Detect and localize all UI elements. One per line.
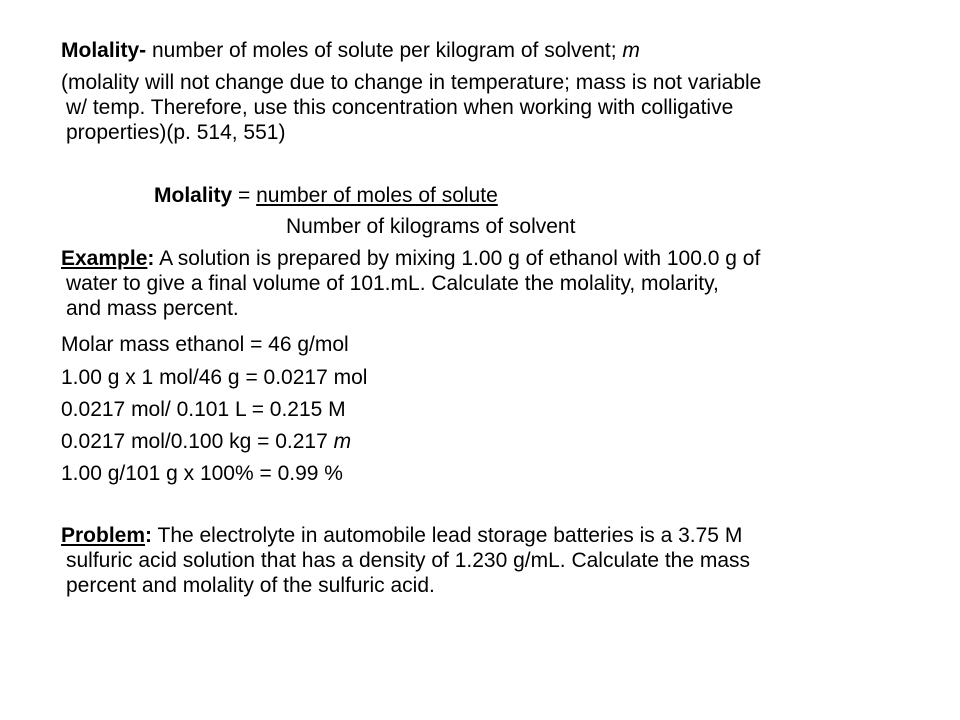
mass-percent-line: 1.00 g/101 g x 100% = 0.99 % (61, 462, 343, 485)
example-paragraph (61, 246, 911, 321)
problem-line-1 (61, 523, 911, 548)
problem-colon: : (145, 524, 153, 547)
moles-line: 1.00 g x 1 mol/46 g = 0.0217 mol (61, 366, 368, 389)
example-text-1: A solution is prepared by mixing 1.00 g of ethanol with 100.0 g of (154, 247, 761, 270)
example-line-3: and mass percent. (66, 297, 239, 320)
example-line-1 (61, 246, 911, 271)
example-line-2: water to give a final volume of 101.mL. Calculate the molality, molarity, (66, 272, 719, 295)
problem-text-1: The electrolyte in automobile lead storage batteries is a 3.75 M (152, 524, 743, 547)
molality-formula (154, 183, 498, 208)
problem-paragraph (61, 523, 911, 598)
problem-line-3: percent and molality of the sulfuric acid. (66, 574, 435, 597)
note-line-3: properties)(p. 514, 551) (66, 121, 286, 144)
molarity-line: 0.0217 mol/ 0.101 L = 0.215 M (61, 398, 346, 421)
molar-mass-line: Molar mass ethanol = 46 g/mol (61, 333, 349, 356)
note-line-1: (molality will not change due to change in temperature; mass is not variable (61, 71, 762, 94)
problem-line-2: sulfuric acid solution that has a density of 1.230 g/mL. Calculate the mass (66, 549, 751, 572)
temperature-note (61, 70, 911, 145)
definition-text: number of moles of solute per kilogram of solvent; (146, 39, 623, 62)
formula-denominator: Number of kilograms of solvent (286, 215, 576, 238)
example-colon: : (147, 247, 155, 270)
molality-line (61, 429, 351, 454)
formula-equals: = (232, 184, 257, 207)
formula-term: Molality (154, 184, 233, 207)
note-line-2: w/ temp. Therefore, use this concentration when working with colligative (66, 96, 734, 119)
molality-value: 0.0217 mol/0.100 kg = 0.217 (61, 430, 334, 453)
formula-numerator: number of moles of solute (256, 184, 498, 207)
molality-definition (61, 38, 640, 63)
definition-term: Molality- (61, 39, 147, 62)
molality-unit: m (333, 430, 352, 453)
definition-symbol: m (622, 39, 640, 62)
problem-label: Problem (61, 524, 146, 547)
example-label: Example (61, 247, 148, 270)
